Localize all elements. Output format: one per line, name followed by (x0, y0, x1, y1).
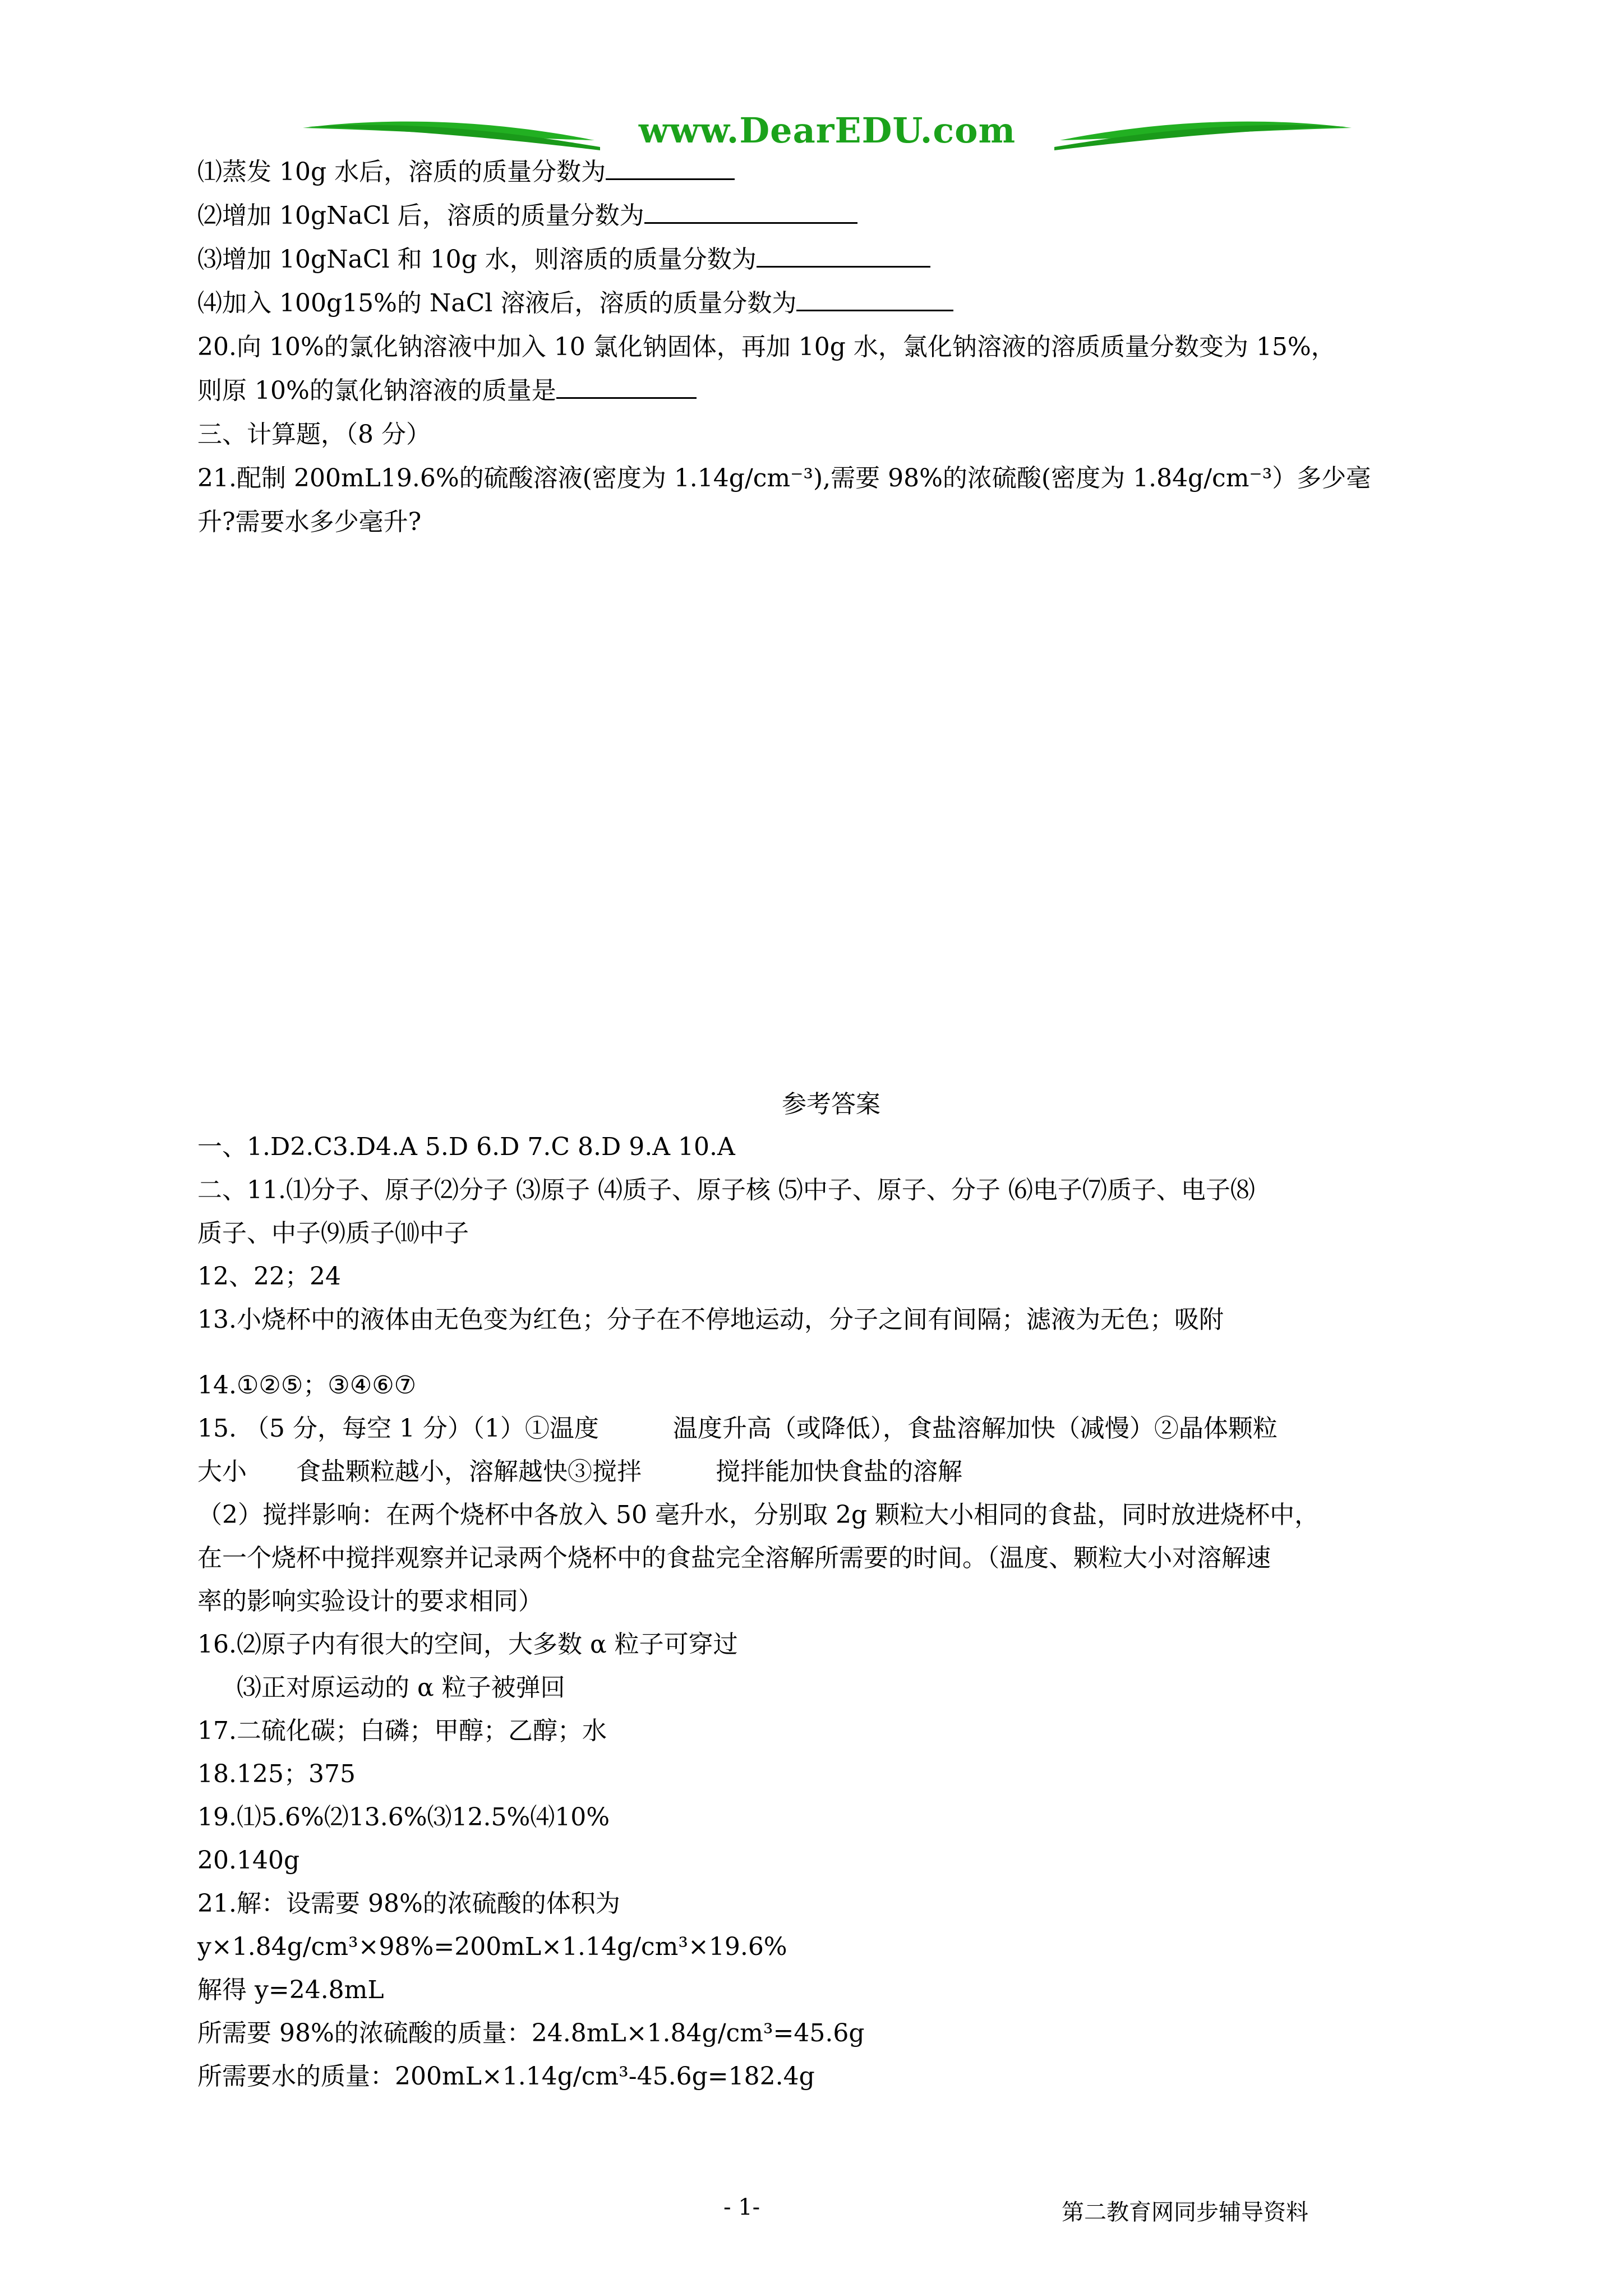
footer-note: 第二教育网同步辅导资料 (1062, 2200, 1308, 2225)
answer-line: 21.解：设需要 98%的浓硫酸的体积为 (197, 1889, 620, 1918)
answers-title: 参考答案 (782, 1090, 880, 1119)
question-21-line1: 21.配制 200mL19.6%的硫酸溶液(密度为 1.14g/cm⁻³),需要 98%的浓硫酸(密度为 1.84g/cm⁻³）多少毫 (197, 464, 1371, 493)
answer-blank (556, 374, 697, 399)
answer-line: 20.140g (197, 1846, 300, 1875)
answer-line: 14.①②⑤；③④⑥⑦ (197, 1371, 417, 1400)
question-20-line2: 则原 10%的氯化钠溶液的质量是 (197, 369, 1465, 413)
answer-blank (644, 199, 857, 224)
question-19-1: ⑴蒸发 10g 水后，溶质的质量分数为 (197, 150, 1465, 194)
answer-line: 所需要水的质量：200mL×1.14g/cm³-45.6g=182.4g (197, 2062, 815, 2091)
answer-line: 15. （5 分，每空 1 分）（1）①温度 温度升高（或降低），食盐溶解加快（减慢）②晶体颗粒 (197, 1414, 1278, 1443)
page-number: - 1- (723, 2194, 760, 2220)
spacer (197, 1341, 1465, 1364)
answer-line: 17.二硫化碳；白磷；甲醇；乙醇；水 (197, 1717, 607, 1745)
question-section (197, 150, 1465, 544)
question-19-2: ⑵增加 10gNaCl 后，溶质的质量分数为 (197, 194, 1465, 238)
answer-line: 16.⑵原子内有很大的空间，大多数 α 粒子可穿过 (197, 1630, 738, 1659)
question-19-3: ⑶增加 10gNaCl 和 10g 水，则溶质的质量分数为 (197, 238, 1465, 282)
answer-line: 18.125；375 (197, 1760, 356, 1788)
answer-line: 大小 食盐颗粒越小，溶解越快③搅拌 搅拌能加快食盐的溶解 (197, 1457, 962, 1486)
answer-blank (606, 155, 735, 180)
section-3-heading: 三、计算题，（8 分） (197, 420, 431, 449)
answer-line: 19.⑴5.6%⑵13.6%⑶12.5%⑷10% (197, 1803, 610, 1832)
answer-line: 二、11.⑴分子、原子⑵分子 ⑶原子 ⑷质子、原子核 ⑸中子、原子、分子 ⑹电子⑺质子、电子⑻ (197, 1176, 1255, 1204)
question-21-line2: 升?需要水多少毫升? (197, 508, 422, 536)
question-20-line1: 20.向 10%的氯化钠溶液中加入 10 氯化钠固体，再加 10g 水，氯化钠溶液的溶质质量分数变为 15%， (197, 333, 1336, 361)
answer-line: y×1.84g/cm³×98%=200mL×1.14g/cm³×19.6% (197, 1932, 787, 1961)
answer-line: 所需要 98%的浓硫酸的质量：24.8mL×1.84g/cm³=45.6g (197, 2019, 865, 2047)
answer-line: 13.小烧杯中的液体由无色变为红色；分子在不停地运动，分子之间有间隔；滤液为无色；吸附 (197, 1305, 1224, 1334)
answer-line: 在一个烧杯中搅拌观察并记录两个烧杯中的食盐完全溶解所需要的时间。（温度、颗粒大小对溶解速 (197, 1544, 1271, 1572)
answer-line: ⑶正对原运动的 α 粒子被弹回 (237, 1673, 565, 1702)
site-logo-text: www.DearEDU.com (638, 110, 1016, 151)
answer-blank (796, 286, 953, 311)
answer-line: 一、1.D2.C3.D4.A 5.D 6.D 7.C 8.D 9.A 10.A (197, 1133, 735, 1161)
answer-line: 12、22；24 (197, 1262, 341, 1291)
answer-line: 解得 y=24.8mL (197, 1976, 384, 2004)
answer-line: （2）搅拌影响：在两个烧杯中各放入 50 毫升水，分别取 2g 颗粒大小相同的食盐，同时放进烧杯中， (197, 1501, 1320, 1529)
answer-blank (757, 242, 930, 268)
question-19-4: ⑷加入 100g15%的 NaCl 溶液后，溶质的质量分数为 (197, 282, 1465, 325)
answer-line: 质子、中子⑼质子⑽中子 (197, 1219, 469, 1248)
answer-line: 率的影响实验设计的要求相同） (197, 1587, 543, 1616)
answer-section (197, 1125, 1465, 2098)
